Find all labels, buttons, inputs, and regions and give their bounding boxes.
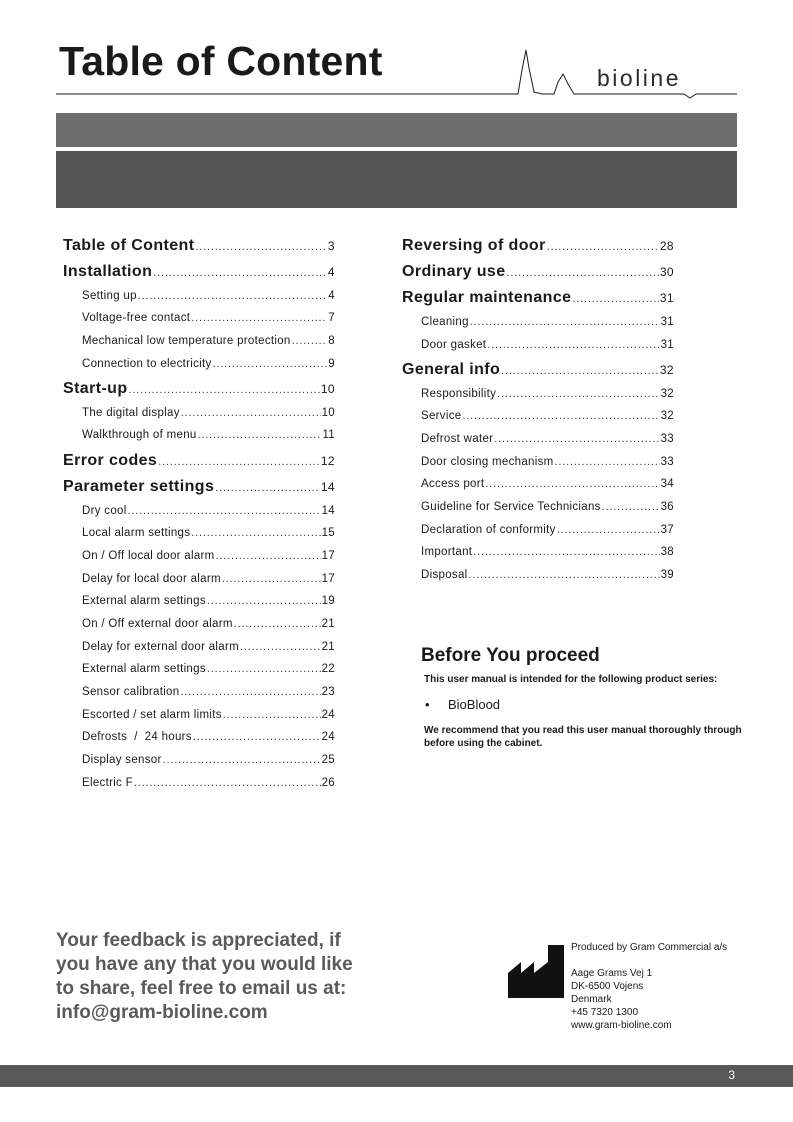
toc-entry[interactable]	[421, 339, 674, 351]
toc-entry-label: Regular maintenance	[402, 289, 572, 306]
manufacturer-address	[571, 967, 672, 1032]
leader-dots	[195, 241, 326, 253]
toc-entry[interactable]	[421, 433, 674, 445]
toc-entry-page: 33	[660, 456, 674, 468]
toc-entry-label: External alarm settings	[82, 595, 206, 607]
leader-dots	[213, 358, 328, 370]
toc-entry-page: 3	[327, 239, 335, 253]
toc-entry-label: Start-up	[63, 380, 128, 397]
leader-dots	[507, 267, 659, 279]
leader-dots	[128, 505, 321, 517]
toc-entry-page: 31	[660, 316, 674, 328]
address-country: Denmark	[571, 994, 612, 1005]
leader-dots	[555, 456, 660, 468]
toc-entry-label: General info	[402, 361, 501, 378]
leader-dots	[163, 754, 321, 766]
leader-dots	[557, 524, 660, 536]
leader-dots	[234, 618, 321, 630]
toc-entry-label: Escorted / set alarm limits	[82, 709, 222, 721]
toc-entry-page: 33	[660, 433, 674, 445]
toc-entry[interactable]	[82, 641, 335, 653]
toc-entry[interactable]	[421, 478, 674, 490]
toc-entry[interactable]	[82, 527, 335, 539]
toc-entry-label: Defrosts / 24 hours	[82, 731, 192, 743]
toc-entry-label: The digital display	[82, 407, 180, 419]
toc-entry-page: 9	[328, 358, 335, 370]
page-number: 3	[728, 1068, 735, 1082]
toc-entry[interactable]	[82, 505, 335, 517]
toc-entry-label: On / Off local door alarm	[82, 550, 215, 562]
address-street: Aage Grams Vej 1	[571, 968, 653, 979]
leader-dots	[462, 410, 659, 422]
toc-entry[interactable]	[82, 335, 335, 347]
toc-entry[interactable]	[63, 263, 335, 281]
toc-entry-page: 21	[321, 618, 335, 630]
toc-entry-label: Cleaning	[421, 316, 469, 328]
leader-dots	[180, 686, 320, 698]
leader-dots	[215, 482, 320, 494]
toc-entry-page: 38	[660, 546, 674, 558]
toc-entry-label: Local alarm settings	[82, 527, 191, 539]
toc-entry[interactable]	[82, 777, 335, 789]
toc-entry-label: Reversing of door	[402, 237, 546, 254]
toc-entry-page: 19	[321, 595, 335, 607]
toc-entry[interactable]	[63, 478, 335, 496]
toc-entry[interactable]	[82, 290, 335, 302]
toc-entry-label: Voltage-free contact	[82, 312, 191, 324]
toc-entry-page: 37	[660, 524, 674, 536]
toc-entry[interactable]	[63, 380, 335, 398]
toc-entry-page: 23	[321, 686, 335, 698]
toc-entry-page: 10	[321, 407, 335, 419]
toc-entry-page: 11	[322, 429, 335, 441]
toc-entry[interactable]	[421, 546, 674, 558]
leader-dots	[497, 388, 659, 400]
toc-entry[interactable]	[421, 316, 674, 328]
leader-dots	[198, 429, 322, 441]
toc-entry[interactable]	[421, 388, 674, 400]
toc-entry-page: 24	[321, 731, 335, 743]
feedback-line: you have any that you would like	[56, 954, 353, 975]
toc-entry[interactable]	[82, 312, 335, 324]
toc-entry-label: Parameter settings	[63, 478, 215, 495]
toc-entry-label: Connection to electricity	[82, 358, 212, 370]
address-website[interactable]: www.gram-bioline.com	[571, 1020, 672, 1031]
toc-entry[interactable]	[402, 263, 674, 281]
toc-entry-label: Responsibility	[421, 388, 497, 400]
leader-dots	[191, 312, 327, 324]
leader-dots	[207, 663, 321, 675]
feedback-line: Your feedback is appreciated, if	[56, 930, 341, 951]
toc-entry-label: Door gasket	[421, 339, 487, 351]
toc-entry[interactable]	[82, 618, 335, 630]
toc-entry-label: On / Off external door alarm	[82, 618, 233, 630]
toc-entry[interactable]	[82, 709, 335, 721]
leader-dots	[222, 573, 321, 585]
toc-entry-page: 30	[659, 265, 674, 279]
toc-entry-page: 14	[320, 480, 335, 494]
toc-entry[interactable]	[402, 237, 674, 255]
toc-entry-label: Electric F	[82, 777, 133, 789]
toc-entry[interactable]	[82, 686, 335, 698]
toc-entry[interactable]	[421, 524, 674, 536]
toc-entry-page: 31	[660, 339, 674, 351]
toc-entry-page: 8	[328, 335, 335, 347]
leader-dots	[193, 731, 321, 743]
toc-entry[interactable]	[82, 429, 335, 441]
leader-dots	[191, 527, 320, 539]
leader-dots	[469, 569, 660, 581]
toc-entry[interactable]	[402, 361, 674, 379]
toc-entry-page: 15	[321, 527, 335, 539]
toc-entry-label: Installation	[63, 263, 153, 280]
page-title: Table of Content	[59, 38, 383, 84]
toc-entry[interactable]	[82, 407, 335, 419]
leader-dots	[470, 316, 660, 328]
toc-entry-label: Mechanical low temperature protection	[82, 335, 291, 347]
header-band-light	[56, 113, 737, 147]
toc-entry-label: Access port	[421, 478, 485, 490]
toc-entry-label: Declaration of conformity	[421, 524, 556, 536]
toc-entry-label: Delay for external door alarm	[82, 641, 239, 653]
toc-entry-page: 4	[328, 290, 335, 302]
toc-entry-label: Display sensor	[82, 754, 162, 766]
leader-dots	[501, 365, 659, 377]
toc-entry-page: 32	[660, 388, 674, 400]
toc-entry[interactable]	[82, 731, 335, 743]
toc-entry[interactable]	[63, 452, 335, 470]
toc-entry-label: Door closing mechanism	[421, 456, 554, 468]
product-series-name: BioBlood	[448, 697, 501, 712]
toc-entry-label: Ordinary use	[402, 263, 506, 280]
leader-dots	[216, 550, 321, 562]
toc-entry-page: 4	[327, 265, 335, 279]
toc-entry-label: Dry cool	[82, 505, 127, 517]
leader-dots	[494, 433, 659, 445]
toc-entry[interactable]	[82, 573, 335, 585]
leader-dots	[153, 267, 327, 279]
manufacturer-factory-icon	[508, 945, 564, 998]
toc-entry-page: 17	[321, 573, 335, 585]
leader-dots	[602, 501, 660, 513]
toc-entry-label: Walkthrough of menu	[82, 429, 197, 441]
producer-line: Produced by Gram Commercial a/s	[571, 942, 728, 953]
toc-entry-label: Error codes	[63, 452, 158, 469]
toc-entry-page: 14	[321, 505, 335, 517]
toc-entry-label: Setting up	[82, 290, 137, 302]
leader-dots	[485, 478, 659, 490]
feedback-email[interactable]: info@gram-bioline.com	[56, 1002, 268, 1023]
toc-entry-page: 28	[659, 239, 674, 253]
toc-entry-page: 22	[321, 663, 335, 675]
leader-dots	[207, 595, 321, 607]
toc-entry-label: Sensor calibration	[82, 686, 180, 698]
toc-entry-page: 7	[328, 312, 335, 324]
toc-entry-page: 32	[660, 410, 674, 422]
toc-entry-page: 17	[321, 550, 335, 562]
toc-entry[interactable]	[421, 456, 674, 468]
toc-entry-page: 36	[660, 501, 674, 513]
toc-entry[interactable]	[82, 595, 335, 607]
toc-entry[interactable]	[82, 754, 335, 766]
before-you-proceed-intro: This user manual is intended for the following product series:	[424, 674, 718, 685]
recommendation-text: We recommend that you read this user manual thoroughly through before using the cabinet.	[424, 725, 742, 749]
leader-dots	[138, 290, 328, 302]
header-band-dark	[56, 151, 737, 208]
toc-entry[interactable]	[421, 569, 674, 581]
leader-dots	[240, 641, 321, 653]
address-phone: +45 7320 1300	[571, 1007, 639, 1018]
leader-dots	[547, 241, 659, 253]
toc-entry-label: External alarm settings	[82, 663, 206, 675]
leader-dots	[129, 384, 320, 396]
feedback-message	[56, 929, 386, 1025]
toc-entry[interactable]	[82, 663, 335, 675]
toc-entry-page: 26	[321, 777, 335, 789]
toc-entry-page: 32	[659, 363, 674, 377]
leader-dots	[181, 407, 321, 419]
toc-entry-label: Table of Content	[63, 237, 195, 254]
toc-entry-label: Disposal	[421, 569, 468, 581]
leader-dots	[572, 293, 658, 305]
leader-dots	[487, 339, 659, 351]
brand-logo-text: bioline	[597, 65, 681, 91]
toc-entry[interactable]	[82, 550, 335, 562]
bullet-icon: •	[425, 697, 430, 712]
toc-entry-page: 24	[321, 709, 335, 721]
toc-entry-page: 31	[659, 291, 674, 305]
leader-dots	[292, 335, 328, 347]
toc-entry-page: 25	[321, 754, 335, 766]
toc-entry-label: Defrost water	[421, 433, 494, 445]
feedback-line: to share, feel free to email us at:	[56, 978, 347, 999]
toc-entry-label: Important	[421, 546, 473, 558]
product-series-list-item	[425, 697, 500, 712]
toc-entry[interactable]	[63, 237, 335, 255]
toc-entry-page: 34	[660, 478, 674, 490]
leader-dots	[223, 709, 321, 721]
toc-entry-page: 21	[321, 641, 335, 653]
toc-entry[interactable]	[421, 410, 674, 422]
toc-entry-label: Guideline for Service Technicians	[421, 501, 601, 513]
toc-entry-label: Delay for local door alarm	[82, 573, 221, 585]
toc-entry[interactable]	[421, 501, 674, 513]
toc-entry-page: 39	[660, 569, 674, 581]
before-you-proceed-heading: Before You proceed	[421, 645, 600, 666]
footer-bar	[0, 1065, 793, 1087]
toc-entry-page: 12	[320, 454, 335, 468]
toc-entry[interactable]	[82, 358, 335, 370]
address-city: DK-6500 Vojens	[571, 981, 644, 992]
toc-entry-page: 10	[320, 382, 335, 396]
leader-dots	[134, 777, 321, 789]
toc-entry-label: Service	[421, 410, 462, 422]
toc-entry[interactable]	[402, 289, 674, 307]
leader-dots	[158, 456, 320, 468]
leader-dots	[473, 546, 659, 558]
